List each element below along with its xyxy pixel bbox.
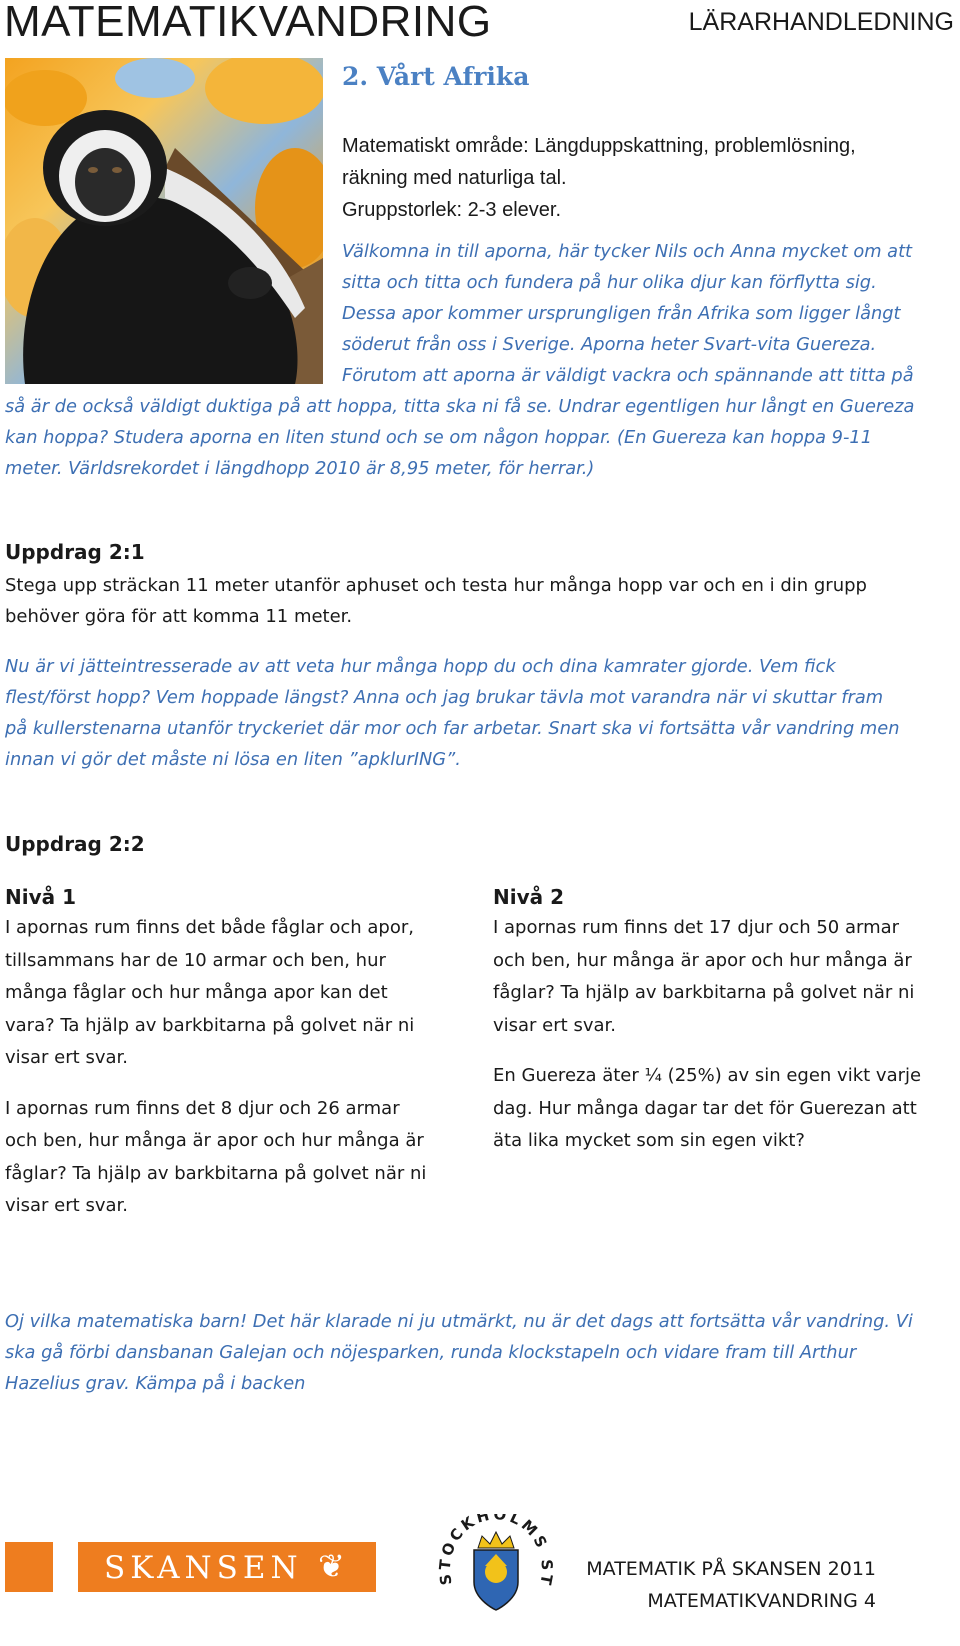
intro-block — [342, 130, 942, 226]
skansen-logo — [78, 1542, 376, 1592]
level2-line: dag. Hur många dagar tar det för Guerezan att — [493, 1097, 917, 1119]
level1-line: tillsammans har de 10 armar och ben, hur — [5, 949, 386, 971]
level2-line: äta lika mycket som sin egen vikt? — [493, 1130, 805, 1151]
story-line: Välkomna in till aporna, här tycker Nils och Anna mycket om att — [342, 241, 913, 262]
level1-line: och ben, hur många är apor och hur många är — [5, 1130, 424, 1151]
skansen-logo-text: SKANSEN — [104, 1550, 303, 1586]
level1-line: vara? Ta hjälp av barkbitarna på golvet när ni — [5, 1014, 415, 1036]
intro-line: räkning med naturliga tal. — [342, 167, 567, 189]
level1-line: I apornas rum finns det 8 djur och 26 armar — [5, 1097, 400, 1119]
intro-line: Matematiskt område: Längduppskattning, problemlösning, — [342, 135, 856, 157]
level1-column — [5, 882, 465, 1223]
document-subtitle: LÄRARHANDLEDNING — [688, 8, 954, 36]
closing-line: ska gå förbi dansbanan Galejan och nöjesparken, runda klockstapeln och vidare fram till Arthur — [5, 1342, 857, 1363]
document-title: MATEMATIKVANDRING — [4, 0, 492, 46]
level2-line: I apornas rum finns det 17 djur och 50 armar — [493, 917, 900, 938]
story-line: sitta och titta och fundera på hur olika djur kan förflytta sig. — [342, 272, 877, 293]
task1-line: behöver göra för att komma 11 meter. — [5, 606, 353, 627]
story-line: söderut från oss i Sverige. Aporna heter Svart-vita Guereza. — [342, 334, 877, 355]
skansen-logo-block — [5, 1542, 53, 1592]
level1-line: fåglar? Ta hjälp av barkbitarna på golvet när ni — [5, 1162, 427, 1184]
level2-line: visar ert svar. — [493, 1014, 616, 1036]
task1-story-line: innan vi gör det måste ni lösa en liten ”apklurING”. — [5, 749, 461, 770]
level2-line: fåglar? Ta hjälp av barkbitarna på golvet när ni — [493, 982, 915, 1003]
level1-line: visar ert svar. — [5, 1195, 128, 1216]
stockholm-seal — [438, 1514, 554, 1638]
story-line: Förutom att aporna är väldigt vackra och spännande att titta på — [342, 365, 914, 386]
story-line: kan hoppa? Studera aporna en liten stund och se om någon hoppar. (En Guereza kan hoppa 9-11 — [5, 427, 873, 448]
task1-story-line: på kullerstenarna utanför tryckeriet där mor och far arbetar. Snart ska vi fortsätta vår vandring men — [5, 718, 900, 739]
monkey-illustration — [5, 58, 323, 384]
closing-line: Oj vilka matematiska barn! Det här klarade ni ju utmärkt, nu är det dags att fortsätta vår vandring. Vi — [5, 1311, 913, 1332]
task1-story-line: flest/först hopp? Vem hoppade längst? Anna och jag brukar tävla mot varandra när vi skuttar fram — [5, 687, 884, 708]
crown-shield-icon — [438, 1514, 554, 1638]
task1-line: Stega upp sträckan 11 meter utanför aphuset och testa hur många hopp var och en i din grupp — [5, 575, 867, 596]
leaf-icon: ❦ — [318, 1548, 345, 1584]
story-line: meter. Världsrekordet i längdhopp 2010 är 8,95 meter, för herrar.) — [5, 458, 595, 479]
level2-column — [493, 882, 953, 1158]
level1-line: I apornas rum finns det både fåglar och apor, — [5, 917, 414, 938]
level2-line: En Guereza äter ¼ (25%) av sin egen vikt varje — [493, 1065, 922, 1086]
level2-line: och ben, hur många är apor och hur många är — [493, 949, 912, 971]
level2-title: Nivå 2 — [493, 885, 565, 909]
level1-line: visar ert svar. — [5, 1047, 128, 1068]
intro-line: Gruppstorlek: 2-3 elever. — [342, 199, 561, 221]
monkey-photo — [5, 58, 323, 384]
footer-line-2: MATEMATIKVANDRING 4 — [647, 1590, 876, 1612]
task1-story-line: Nu är vi jätteintresserade av att veta hur många hopp du och dina kamrater gjorde. Vem fick — [5, 656, 836, 677]
task1-heading: Uppdrag 2:1 — [5, 540, 145, 564]
section-title: 2. Vårt Afrika — [342, 62, 530, 91]
level1-line: många fåglar och hur många apor kan det — [5, 982, 388, 1003]
level1-title: Nivå 1 — [5, 885, 77, 909]
footer-line-1: MATEMATIK PÅ SKANSEN 2011 — [586, 1558, 876, 1580]
story-line: Dessa apor kommer ursprungligen från Afrika som ligger långt — [342, 303, 901, 324]
task2-heading: Uppdrag 2:2 — [5, 832, 145, 856]
closing-line: Hazelius grav. Kämpa på i backen — [5, 1373, 306, 1394]
story-line: så är de också väldigt duktiga på att hoppa, titta ska ni få se. Undrar egentligen hur långt en Guereza — [5, 396, 915, 417]
seal-text: OCKHOLMS T — [438, 1514, 554, 1588]
